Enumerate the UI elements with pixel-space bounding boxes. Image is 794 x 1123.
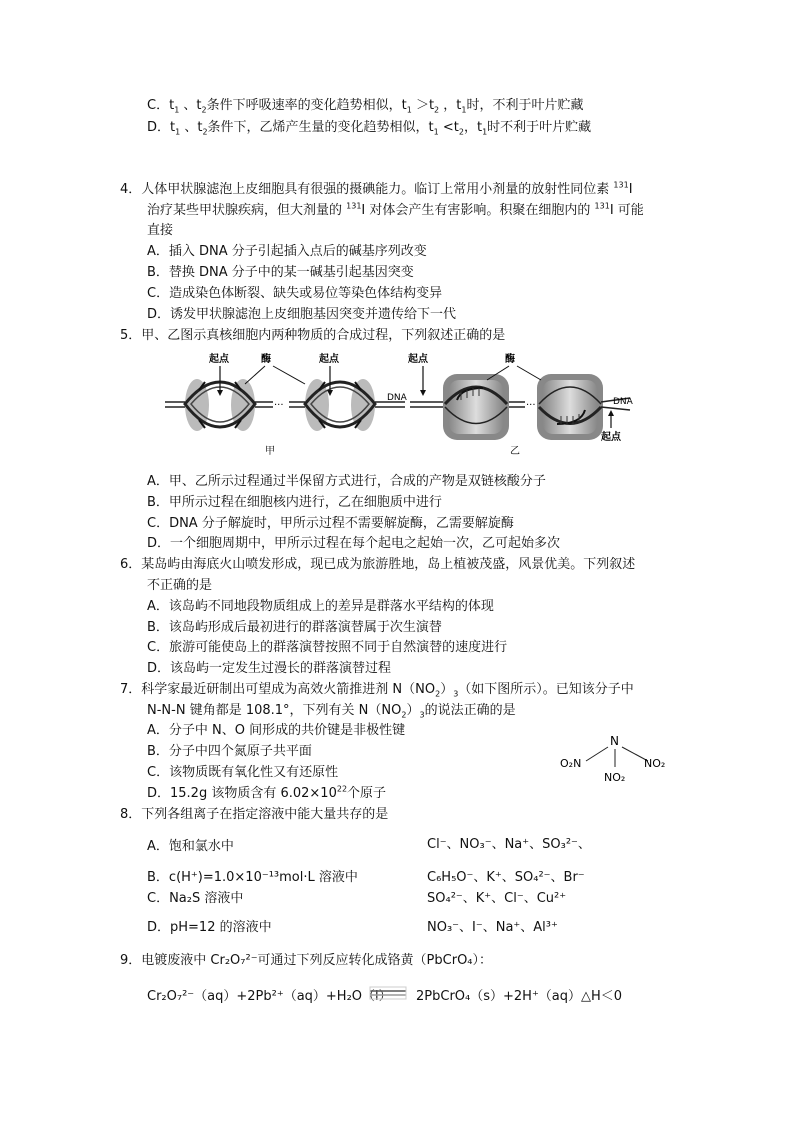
q5-option-c: C．DNA 分子解旋时，甲所示过程不需要解旋酶，乙需要解旋酶 xyxy=(147,516,514,531)
svg-text:···: ··· xyxy=(526,400,536,411)
q7-option-d: D．15.2g 该物质含有 $6.02\times 10^{22}$个原子 xyxy=(147,784,387,801)
label-start-2: 起点 xyxy=(319,354,339,365)
label-start-yi-bottom: 起点 xyxy=(601,432,621,443)
q4-stem-line3: 直接 xyxy=(147,223,174,238)
q8-option-d-ions: NO₃⁻、I⁻、Na⁺、Al³⁺ xyxy=(427,920,558,935)
q8-option-d-condition: D．pH=12 的溶液中 xyxy=(147,920,272,935)
group-no2-bottom: NO₂ xyxy=(604,771,626,784)
label-start-yi-top: 起点 xyxy=(408,354,428,365)
q7-stem-line1: 7．科学家最近研制出可望成为高效火箭推进剂 $N(NO_2)_3$（如下图所示）。已知该分子中 xyxy=(120,682,634,699)
label-dna-yi: DNA xyxy=(613,397,633,407)
q9-equation-right: 2PbCrO₄（s）+2H⁺（aq）△H＜0 xyxy=(416,989,623,1004)
q4-option-b: B．替换 DNA 分子中的某一碱基引起基因突变 xyxy=(147,265,414,280)
label-start-1: 起点 xyxy=(209,354,229,365)
q8-option-a-condition: A．饱和氯水中 xyxy=(147,839,234,854)
q4-option-d: D．诱发甲状腺滤泡上皮细胞基因突变并遗传给下一代 xyxy=(147,307,457,322)
group-no2-right: NO₂ xyxy=(644,757,666,770)
q7-option-a: A．分子中 N、O 间形成的共价键是非极性键 xyxy=(147,723,406,738)
label-jia: 甲 xyxy=(265,446,275,457)
group-o2n-left: O₂N xyxy=(560,757,582,770)
q7-option-b: B．分子中四个氮原子共平面 xyxy=(147,744,312,759)
q8-option-c-ions: SO₄²⁻、K⁺、Cl⁻、Cu²⁺ xyxy=(427,891,567,906)
q5-stem: 5．甲、乙图示真核细胞内两种物质的合成过程，下列叙述正确的是 xyxy=(120,328,506,343)
svg-text:···: ··· xyxy=(274,400,284,411)
q4-stem-line1: 4．人体甲状腺滤泡上皮细胞具有很强的摄碘能力。临订上常用小剂量的放射性同位素 $^{131}$I xyxy=(120,180,633,197)
q6-option-a: A．该岛屿不同地段物质组成上的差异是群落水平结构的体现 xyxy=(147,599,494,614)
q6-stem-line2: 不正确的是 xyxy=(147,578,213,593)
equilibrium-arrow-icon xyxy=(368,983,408,1003)
replication-transcription-figure xyxy=(165,350,635,460)
q8-stem: 8．下列各组离子在指定溶液中能大量共存的是 xyxy=(120,807,389,822)
label-enzyme-jia: 酶 xyxy=(261,354,271,365)
q6-option-b: B．该岛屿形成后最初进行的群落演替属于次生演替 xyxy=(147,620,442,635)
q5-option-b: B．甲所示过程在细胞核内进行，乙在细胞质中进行 xyxy=(147,495,442,510)
q9-stem: 9．电镀废液中 Cr₂O₇²⁻可通过下列反应转化成铬黄（PbCrO₄）： xyxy=(120,953,493,968)
n-no2-3-structure xyxy=(558,733,698,785)
q8-option-b-ions: C₆H₅O⁻、K⁺、SO₄²⁻、Br⁻ xyxy=(427,870,585,885)
q4-option-a: A．插入 DNA 分子引起插入点后的碱基序列改变 xyxy=(147,244,427,259)
q8-option-b-condition: B．c(H⁺)=1.0×10⁻¹³mol·L 溶液中 xyxy=(147,870,358,885)
q6-option-d: D．该岛屿一定发生过漫长的群落演替过程 xyxy=(147,661,392,676)
q4-option-c: C．造成染色体断裂、缺失或易位等染色体结构变异 xyxy=(147,286,443,301)
q4-stem-line2: 治疗某些甲状腺疾病，但大剂量的 $^{131}$I 对体会产生有害影响。积聚在细胞内的 $^{131}$I 可能 xyxy=(147,201,644,218)
q5-option-a: A．甲、乙所示过程通过半保留方式进行，合成的产物是双链核酸分子 xyxy=(147,474,546,489)
atom-n-center: N xyxy=(610,734,619,748)
q7-stem-line2: N-N-N 键角都是 108.1°，下列有关 $N(NO_2)_3$的说法正确的是 xyxy=(147,703,516,720)
figure-jia xyxy=(165,352,408,457)
q5-option-d: D．一个细胞周期中，甲所示过程在每个起电之起始一次，乙可起始多次 xyxy=(147,536,561,551)
label-yi: 乙 xyxy=(510,446,520,457)
label-dna-jia: DNA xyxy=(387,393,407,403)
q8-option-a-ions: Cl⁻、NO₃⁻、Na⁺、SO₃²⁻、 xyxy=(427,837,591,852)
label-enzyme-yi: 酶 xyxy=(505,354,515,365)
q6-option-c: C．旅游可能使岛上的群落演替按照不同于自然演替的速度进行 xyxy=(147,640,508,655)
q7-option-c: C．该物质既有氧化性又有还原性 xyxy=(147,765,339,780)
q3-option-c: C．$t_1$ 、$t_2$条件下呼吸速率的变化趋势相似，$t_1 >t_2$ ，$t_1$时，不利于叶片贮藏 xyxy=(147,98,584,115)
q8-option-c-condition: C．Na₂S 溶液中 xyxy=(147,891,244,906)
q6-stem-line1: 6．某岛屿由海底火山喷发形成，现已成为旅游胜地，岛上植被茂盛，风景优美。下列叙述 xyxy=(120,557,636,572)
figure-yi xyxy=(408,352,634,457)
q9-equation-left: Cr₂O₇²⁻（aq）+2Pb²⁺（aq）+H₂O（l） xyxy=(147,989,392,1004)
q3-option-d: D．$t_1$ 、$t_2$条件下，乙烯产生量的变化趋势相似，$t_1 <t_2$，$t_1$时不利于叶片贮藏 xyxy=(147,120,592,137)
